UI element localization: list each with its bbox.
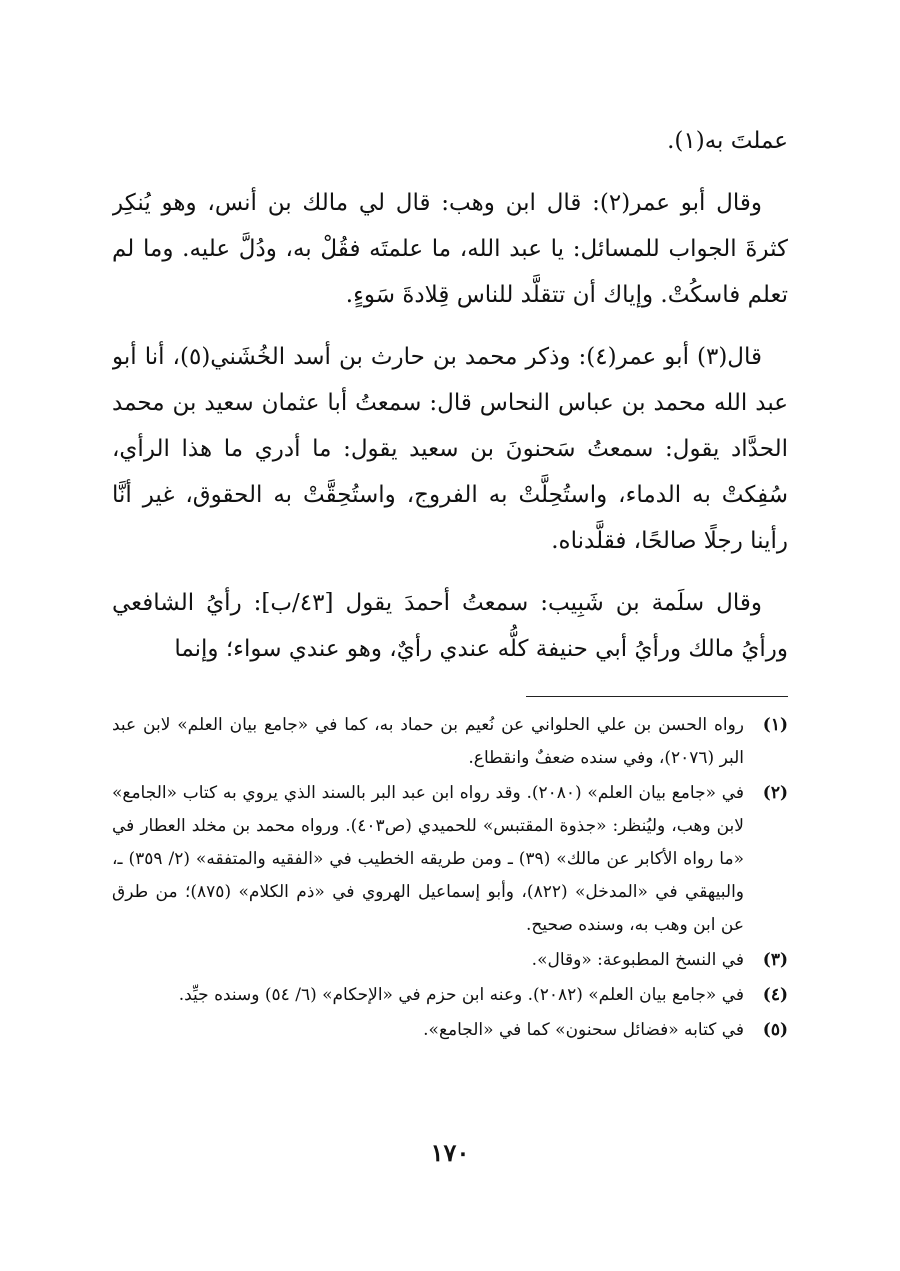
- footnote-text: رواه الحسن بن علي الحلواني عن نُعيم بن حماد به، كما في «جامع بيان العلم» لابن عبد البر (٢٠٧٦)، وفي سنده ضعفٌ وانقطاع.: [112, 715, 744, 768]
- footnote-4: [112, 979, 788, 1012]
- footnote-number: (٤): [762, 985, 788, 1005]
- footnote-5: [112, 1014, 788, 1047]
- paragraph-4: وقال سلَمة بن شَبِيب: سمعتُ أحمدَ يقول [٤٣/ب]: رأيُ الشافعي ورأيُ مالك ورأيُ أبي حنيفة كلُّه عندي رأيٌ، وهو عندي سواء؛ وإنما: [112, 590, 788, 662]
- paragraph-3: قال(٣) أبو عمر(٤): وذكر محمد بن حارث بن أسد الخُشَني(٥)، أنا أبو عبد الله محمد بن عباس النحاس قال: سمعتُ أبا عثمان سعيد بن محمد الحدَّاد يقول: سمعتُ سَحنونَ بن سعيد يقول: ما أدري ما هذا الرأي، سُفِكتْ به الدماء، واستُحِلَّتْ به الفروج، واستُحِقَّتْ به الحقوق، غير أنَّا رأينا رجلًا صالحًا، فقلَّدناه.: [112, 344, 788, 554]
- footnote-number: (٢): [762, 783, 788, 803]
- footnote-number: (٥): [762, 1020, 788, 1040]
- footnote-divider: [526, 696, 788, 697]
- footnote-text: في النسخ المطبوعة: «وقال».: [531, 950, 744, 970]
- footnote-number: (١): [762, 715, 788, 735]
- footnote-text: في «جامع بيان العلم» (٢٠٨٠). وقد رواه ابن عبد البر بالسند الذي يروي به كتاب «الجامع» لابن وهب، وليُنظر: «جذوة المقتبس» للحميدي (ص٤٠٣). ورواه محمد بن مخلد العطار في «ما رواه الأكابر عن مالك» (٣٩) ـ ومن طريقه الخطيب في «الفقيه والمتفقه» (٢/ ٣٥٩) ـ، والبيهقي في «المدخل» (٨٢٢)، وأبو إسماعيل الهروي في «ذم الكلام» (٨٧٥)؛ من طرق عن ابن وهب به، وسنده صحيح.: [112, 783, 744, 935]
- footnote-text: في «جامع بيان العلم» (٢٠٨٢). وعنه ابن حزم في «الإحكام» (٦/ ٥٤) وسنده جيِّد.: [178, 985, 744, 1005]
- paragraph-1: عملتَ به(١).: [667, 128, 788, 154]
- main-text: [112, 118, 788, 678]
- footnote-number: (٣): [762, 950, 788, 970]
- page-number: ١٧٠: [430, 1138, 470, 1167]
- footnote-3: [112, 944, 788, 977]
- book-page: [112, 118, 788, 1049]
- footnote-text: في كتابه «فضائل سحنون» كما في «الجامع».: [423, 1020, 744, 1040]
- paragraph-2: وقال أبو عمر(٢): قال ابن وهب: قال لي مالك بن أنس، وهو يُنكِر كثرةَ الجواب للمسائل: يا عبد الله، ما علمتَه فقُلْ به، ودُلَّ عليه. وما لم تعلم فاسكُتْ. وإياك أن تتقلَّد للناس قِلادةَ سَوءٍ.: [112, 190, 788, 308]
- footnote-1: [112, 709, 788, 775]
- footnote-2: [112, 777, 788, 942]
- footnotes: [112, 709, 788, 1047]
